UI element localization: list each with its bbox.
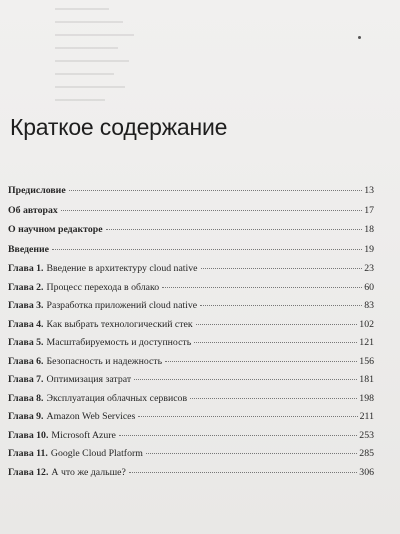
toc-entry-label: Безопасность и надежность <box>46 355 163 367</box>
show-through-text <box>55 8 145 118</box>
toc-page-number: 19 <box>364 243 374 255</box>
toc-entry <box>8 374 374 393</box>
toc-entry <box>8 448 374 467</box>
toc-page-number: 211 <box>359 411 374 422</box>
toc-entry <box>8 356 374 375</box>
toc-chapter-number: Глава 6. <box>8 355 44 367</box>
dot-leader <box>129 472 357 473</box>
toc-entry <box>8 263 374 282</box>
toc-page-number: 306 <box>359 466 374 478</box>
dot-leader <box>190 398 357 399</box>
toc-chapter-number: Глава 7. <box>8 374 44 385</box>
dot-leader <box>138 416 357 417</box>
toc-entry <box>8 393 374 412</box>
dot-leader <box>146 453 357 454</box>
toc-chapter-number: Глава 9. <box>8 411 44 422</box>
toc-entry-label: Введение <box>8 243 49 255</box>
toc-entry <box>8 300 374 319</box>
toc-page-number: 121 <box>359 337 374 348</box>
toc-entry <box>8 224 374 244</box>
toc-chapter-number: Глава 4. <box>8 318 44 330</box>
toc-page-number: 13 <box>364 185 374 196</box>
toc-entry-label: Введение в архитектуру cloud native <box>46 263 198 274</box>
dot-leader <box>165 361 357 362</box>
dot-leader <box>194 342 357 343</box>
toc-entry-label: Оптимизация затрат <box>46 374 132 385</box>
toc-entry-label: Amazon Web Services <box>46 411 136 422</box>
table-of-contents <box>8 185 374 485</box>
dot-leader <box>106 229 363 230</box>
toc-chapter-number: Глава 2. <box>8 281 44 293</box>
toc-chapter-number: Глава 12. <box>8 466 49 478</box>
toc-entry <box>8 244 374 264</box>
toc-page-number: 23 <box>364 263 374 274</box>
toc-page-number: 156 <box>359 355 374 367</box>
toc-entry <box>8 467 374 486</box>
toc-page-number: 285 <box>359 448 374 459</box>
toc-chapter-number: Глава 3. <box>8 300 44 311</box>
toc-page-number: 198 <box>359 392 374 404</box>
toc-entry <box>8 319 374 338</box>
toc-page-number: 102 <box>359 318 374 330</box>
toc-entry-label: Масштабируемость и доступность <box>46 337 192 348</box>
toc-entry <box>8 430 374 449</box>
toc-entry <box>8 185 374 205</box>
toc-chapter-number: Глава 10. <box>8 429 49 441</box>
dot-leader <box>200 305 362 306</box>
toc-entry-label: Об авторах <box>8 204 58 216</box>
toc-entry <box>8 205 374 225</box>
toc-entry-label: Предисловие <box>8 185 66 196</box>
toc-page-number: 18 <box>364 224 374 235</box>
toc-page-number: 83 <box>364 300 374 311</box>
page-title: Краткое содержание <box>10 114 228 140</box>
toc-entry-label: Процесс перехода в облако <box>46 281 160 293</box>
dot-leader <box>119 435 357 436</box>
dot-leader <box>196 324 358 325</box>
toc-chapter-number: Глава 11. <box>8 448 48 459</box>
toc-page-number: 253 <box>359 429 374 441</box>
dot-leader <box>134 379 357 380</box>
toc-chapter-number: Глава 1. <box>8 263 44 274</box>
page-speck <box>358 36 361 39</box>
dot-leader <box>61 210 362 211</box>
dot-leader <box>69 190 363 191</box>
toc-entry-label: Эксплуатация облачных сервисов <box>46 392 188 404</box>
toc-entry-label: Microsoft Azure <box>51 429 116 441</box>
toc-entry-label: Google Cloud Platform <box>50 448 143 459</box>
toc-page-number: 17 <box>364 204 374 216</box>
toc-entry-label: Разработка приложений cloud native <box>46 300 198 311</box>
dot-leader <box>52 249 362 250</box>
toc-entry-label: Как выбрать технологический стек <box>46 318 193 330</box>
dot-leader <box>162 287 362 288</box>
toc-chapter-number: Глава 8. <box>8 392 44 404</box>
dot-leader <box>201 268 363 269</box>
toc-entry <box>8 411 374 430</box>
toc-entry <box>8 337 374 356</box>
toc-entry <box>8 282 374 301</box>
toc-entry-label: А что же дальше? <box>51 466 126 478</box>
toc-chapter-number: Глава 5. <box>8 337 44 348</box>
toc-page-number: 181 <box>359 374 374 385</box>
toc-page-number: 60 <box>364 281 374 293</box>
toc-entry-label: О научном редакторе <box>8 224 103 235</box>
